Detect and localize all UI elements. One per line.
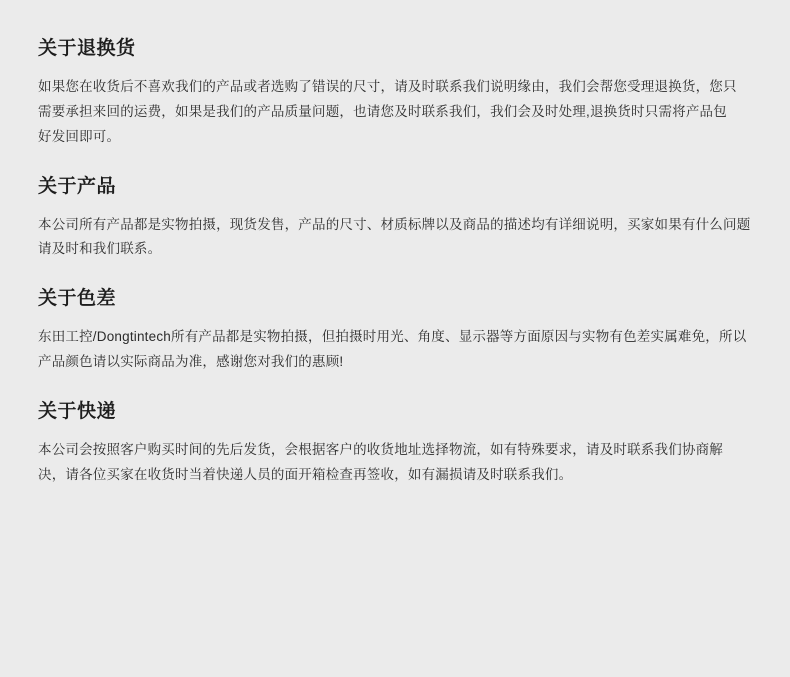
- section-product: [38, 176, 752, 263]
- section-color-difference: [38, 288, 752, 375]
- section-body-refund: 如果您在收货后不喜欢我们的产品或者选购了错误的尺寸，请及时联系我们说明缘由，我们会帮您受理退换货，您只需要承担来回的运费，如果是我们的产品质量问题，也请您及时联系我们，我们会及时处理,退换货时只需将产品包好发回即可。: [38, 78, 737, 144]
- section-title-refund: 关于退换货: [38, 38, 136, 59]
- section-body-product: 本公司所有产品都是实物拍摄，现货发售，产品的尺寸、材质标牌以及商品的描述均有详细说明，买家如果有什么问题请及时和我们联系。: [38, 216, 751, 257]
- section-title-color-difference: 关于色差: [38, 288, 117, 310]
- section-express: [38, 401, 752, 488]
- section-title-express: 关于快递: [38, 401, 117, 423]
- section-body-color-difference: 东田工控/Dongtintech所有产品都是实物拍摄，但拍摄时用光、角度、显示器等方面原因与实物有色差实属难免，所以产品颜色请以实际商品为准，感谢您对我们的惠顾!: [38, 329, 747, 370]
- section-title-product: 关于产品: [38, 175, 117, 197]
- section-refund: [38, 38, 752, 150]
- section-body-express: 本公司会按照客户购买时间的先后发货，会根据客户的收货地址选择物流，如有特殊要求，请及时联系我们协商解决，请各位买家在收货时当着快递人员的面开箱检查再签收，如有漏损请及时联系我们。: [38, 441, 723, 482]
